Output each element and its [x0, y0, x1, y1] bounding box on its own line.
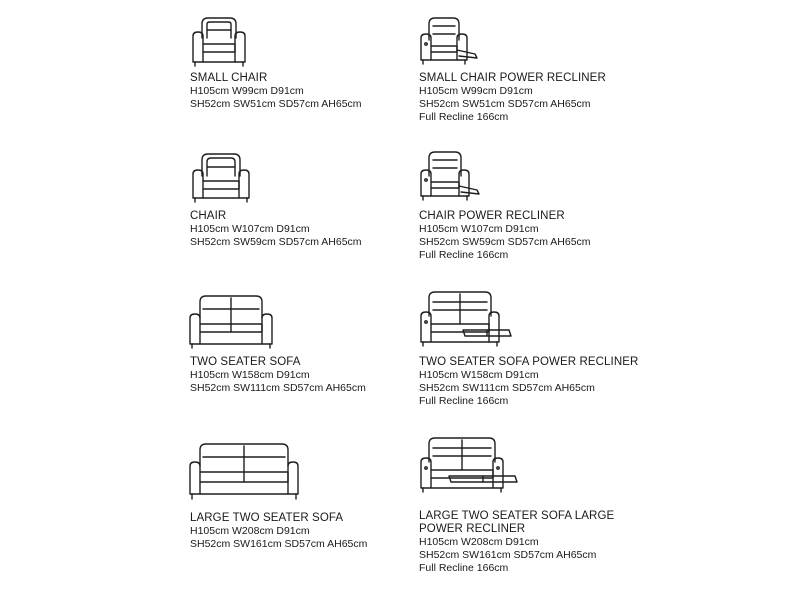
product-name: CHAIR POWER RECLINER — [419, 210, 565, 222]
product-dimensions: H105cm W158cm D91cm — [190, 369, 310, 381]
product-name: LARGE TWO SEATER SOFA LARGE POWER RECLINER — [419, 510, 615, 535]
product-full-recline: Full Recline 166cm — [419, 395, 509, 407]
product-seat-dimensions: SH52cm SW161cm SD57cm AH65cm — [419, 549, 597, 561]
product-dimensions: H105cm W158cm D91cm — [419, 369, 539, 381]
large-sofa-icon — [188, 442, 300, 504]
product-seat-dimensions: SH52cm SW111cm SD57cm AH65cm — [419, 382, 595, 394]
product-name: TWO SEATER SOFA — [190, 356, 301, 368]
product-large-two-seater-sofa-power-recliner — [419, 436, 739, 574]
product-seat-dimensions: SH52cm SW59cm SD57cm AH65cm — [190, 236, 362, 248]
recliner-chair-icon — [419, 14, 483, 70]
chair-icon — [190, 152, 254, 208]
product-dimensions: H105cm W107cm D91cm — [419, 223, 539, 235]
product-name: SMALL CHAIR POWER RECLINER — [419, 72, 606, 84]
small-chair-icon — [190, 14, 250, 70]
product-seat-dimensions: SH52cm SW51cm SD57cm AH65cm — [419, 98, 591, 110]
product-seat-dimensions: SH52cm SW59cm SD57cm AH65cm — [419, 236, 591, 248]
product-chair-power-recliner — [419, 148, 739, 261]
recliner-sofa-icon — [419, 290, 519, 354]
product-full-recline: Full Recline 166cm — [419, 562, 509, 574]
product-seat-dimensions: SH52cm SW111cm SD57cm AH65cm — [190, 382, 366, 394]
product-dimensions: H105cm W99cm D91cm — [190, 85, 304, 97]
product-full-recline: Full Recline 166cm — [419, 249, 509, 261]
product-name: SMALL CHAIR — [190, 72, 268, 84]
product-name: LARGE TWO SEATER SOFA — [190, 512, 344, 524]
sofa-icon — [188, 294, 274, 354]
product-name: TWO SEATER SOFA POWER RECLINER — [419, 356, 639, 368]
product-small-chair-power-recliner — [419, 14, 739, 123]
product-two-seater-sofa-power-recliner — [419, 290, 739, 407]
product-seat-dimensions: SH52cm SW51cm SD57cm AH65cm — [190, 98, 362, 110]
recliner-chair-icon — [419, 148, 483, 208]
product-full-recline: Full Recline 166cm — [419, 111, 509, 123]
product-dimensions: H105cm W208cm D91cm — [419, 536, 539, 548]
product-dimensions: H105cm W107cm D91cm — [190, 223, 310, 235]
product-seat-dimensions: SH52cm SW161cm SD57cm AH65cm — [190, 538, 368, 550]
product-dimensions: H105cm W208cm D91cm — [190, 525, 310, 537]
product-dimensions: H105cm W99cm D91cm — [419, 85, 533, 97]
product-name: CHAIR — [190, 210, 227, 222]
large-recliner-sofa-icon — [419, 436, 523, 500]
